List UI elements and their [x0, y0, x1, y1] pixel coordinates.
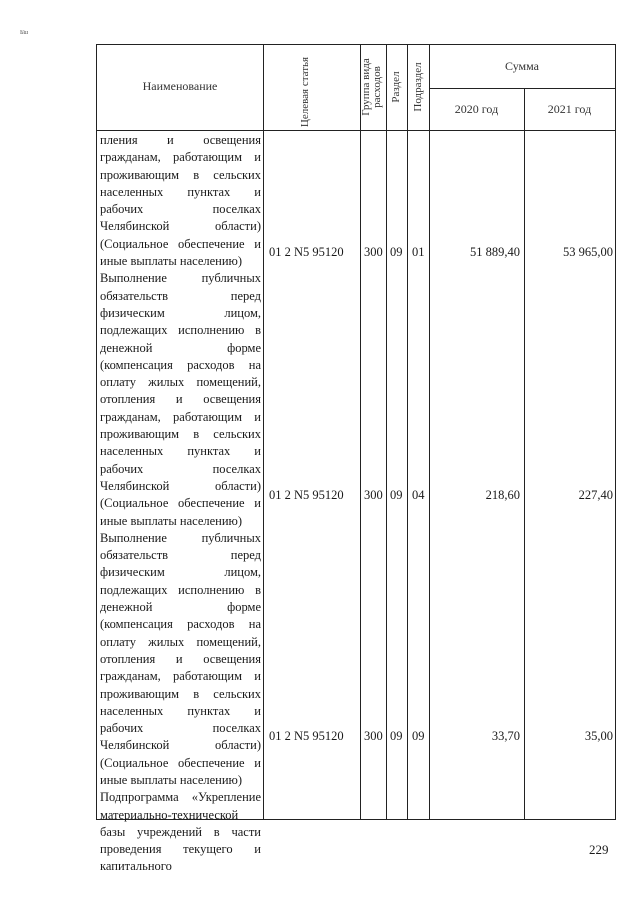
row-2-group: 300 [364, 488, 383, 502]
page-number: 229 [589, 842, 609, 857]
header-year-2020: 2020 год [454, 102, 499, 116]
row-2-name: Выполнение публичных обязательств перед физическим лицом, подлежащих исполнению в денежной форме (компенсация расходов на оплату жилых помещений, отопления и освещения гражданам, работающим и проживающим в сельских населенных пунктах и рабочих поселках Челябинской области) (Социальное обеспечение и иные выплаты населению) [100, 271, 261, 528]
row-3-sum-2020: 33,70 [491, 729, 520, 743]
header-name: Наименование [142, 79, 218, 93]
header-target-article: Целевая статья [299, 56, 311, 128]
names-column [100, 132, 261, 876]
corner-mark: Ь̄ш [20, 30, 29, 36]
header-sum: Сумма [505, 59, 539, 73]
row-1-subsection: 01 [412, 245, 425, 259]
row-3-group: 300 [364, 729, 383, 743]
row-1-group: 300 [364, 245, 383, 259]
row-1-name: пления и освещения гражданам, работающим и проживающим в сельских населенных пунктах и рабочих поселках Челябинской области) (Социальное обеспечение и иные выплаты населению) [100, 133, 261, 269]
row-1-section: 09 [390, 245, 403, 259]
row-4-name: Подпрограмма «Укрепление материально-технической базы учреждений в части проведения текущего и капитального [100, 790, 261, 874]
row-1-sum-2020: 51 889,40 [470, 245, 520, 259]
row-3-subsection: 09 [412, 729, 425, 743]
row-1-code: 01 2 N5 95120 [269, 245, 344, 259]
row-2-sum-2021: 227,40 [578, 488, 613, 502]
row-3-code: 01 2 N5 95120 [269, 729, 344, 743]
row-2-subsection: 04 [412, 488, 425, 502]
header-section: Раздел [390, 71, 402, 103]
header-subsection: Подраздел [412, 62, 424, 112]
row-2-sum-2020: 218,60 [485, 488, 520, 502]
row-1-sum-2021: 53 965,00 [563, 245, 613, 259]
row-2-section: 09 [390, 488, 403, 502]
row-3-sum-2021: 35,00 [584, 729, 613, 743]
row-2-code: 01 2 N5 95120 [269, 488, 344, 502]
row-3-name: Выполнение публичных обязательств перед физическим лицом, подлежащих исполнению в денежной форме (компенсация расходов на оплату жилых помещений, отопления и освещения гражданам, работающим и проживающим в сельских населенных пунктах и рабочих поселках Челябинской области) (Социальное обеспечение и иные выплаты населению) [100, 530, 261, 787]
row-3-section: 09 [390, 729, 403, 743]
header-year-2021: 2021 год [547, 102, 592, 116]
header-expense-group: Группа вида расходов [360, 58, 383, 116]
